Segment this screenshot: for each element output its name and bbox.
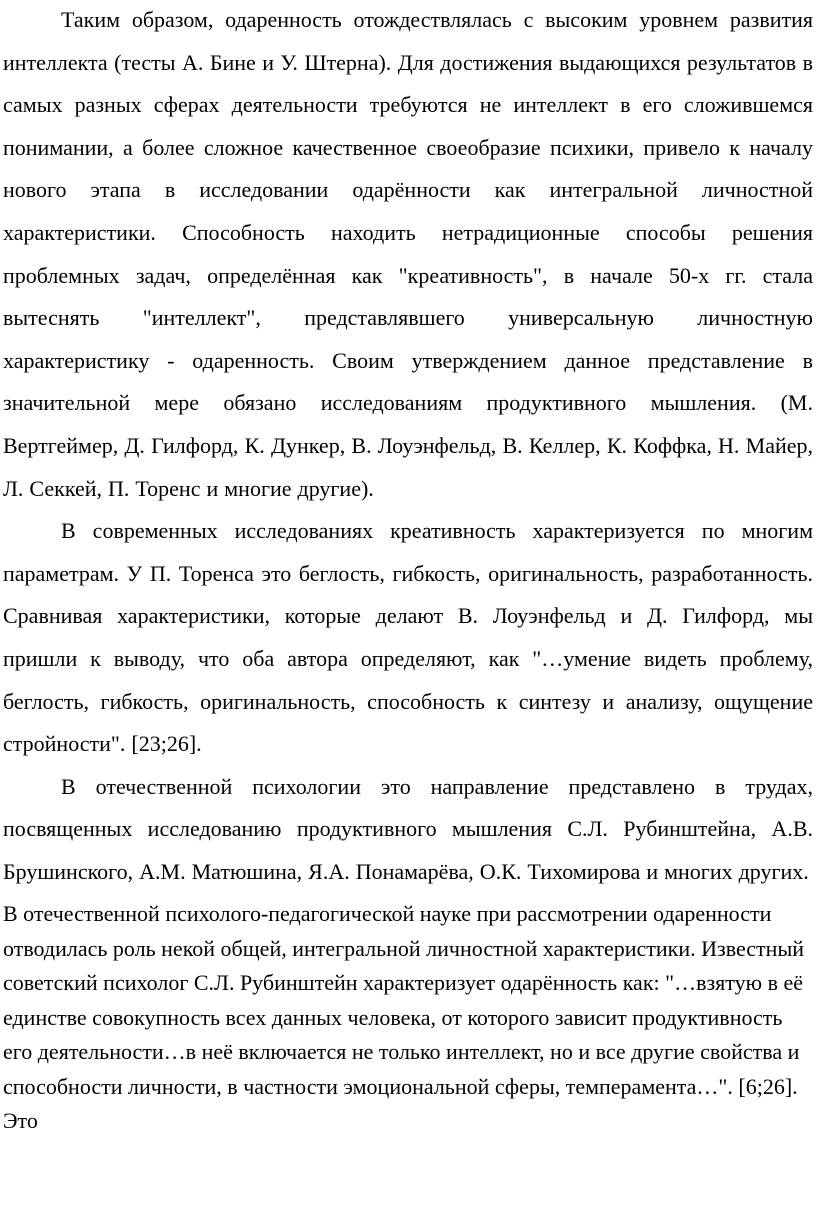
paragraph-rubinstein-definition: В отечественной психолого-педагогической науке при рассмотрении одаренности отводилась роль некой общей, интегральной личностной характеристики. Известный советский психолог С.Л. Рубинштейн характеризует одарённость как: "…взятую в её единстве совокупность всех данных человека, от которого зависит продуктивность его деятельности…в неё включается не только интеллект, но и все другие свойства и способности личности, в частности эмоциональной сферы, темперамента…". [6;26]. Это — [3, 901, 805, 1134]
paragraph-intelligence-creativity: Таким образом, одаренность отождествлялась с высоким уровнем развития интеллекта (тесты А. Бине и У. Штерна). Для достижения выдающихся результатов в самых разных сферах деятельности требуются не интеллект в его сложившемся понимании, а более сложное качественное своеобразие психики, привело к началу нового этапа в исследовании одарённости как интегральной личностной характеристики. Способность находить нетрадиционные способы решения проблемных задач, определённая как "креативность", в начале 50-х гг. стала вытеснять "интеллект", представлявшего универсальную личностную характеристику - одаренность. Своим утверждением данное представление в значительной мере обязано исследованиям продуктивного мышления. (М. Вертгеймер, Д. Гилфорд, К. Дункер, В. Лоуэнфельд, В. Келлер, К. Коффка, Н. Майер, Л. Секкей, П. Торенс и многие другие). — [3, 7, 813, 501]
paragraph-creativity-parameters: В современных исследованиях креативность характеризуется по многим параметрам. У П. Торенса это беглость, гибкость, оригинальность, разработанность. Сравнивая характеристики, которые делают В. Лоуэнфельд и Д. Гилфорд, мы пришли к выводу, что оба автора определяют, как "…умение видеть проблему, беглость, гибкость, оригинальность, способность к синтезу и анализу, ощущение стройности". [23;26]. — [3, 518, 813, 757]
paragraph-domestic-psychology: В отечественной психологии это направление представлено в трудах, посвященных исследованию продуктивного мышления С.Л. Рубинштейна, А.В. Брушинского, А.М. Матюшина, Я.А. Понамарёва, О.К. Тихомирова и многих других. — [3, 773, 813, 884]
